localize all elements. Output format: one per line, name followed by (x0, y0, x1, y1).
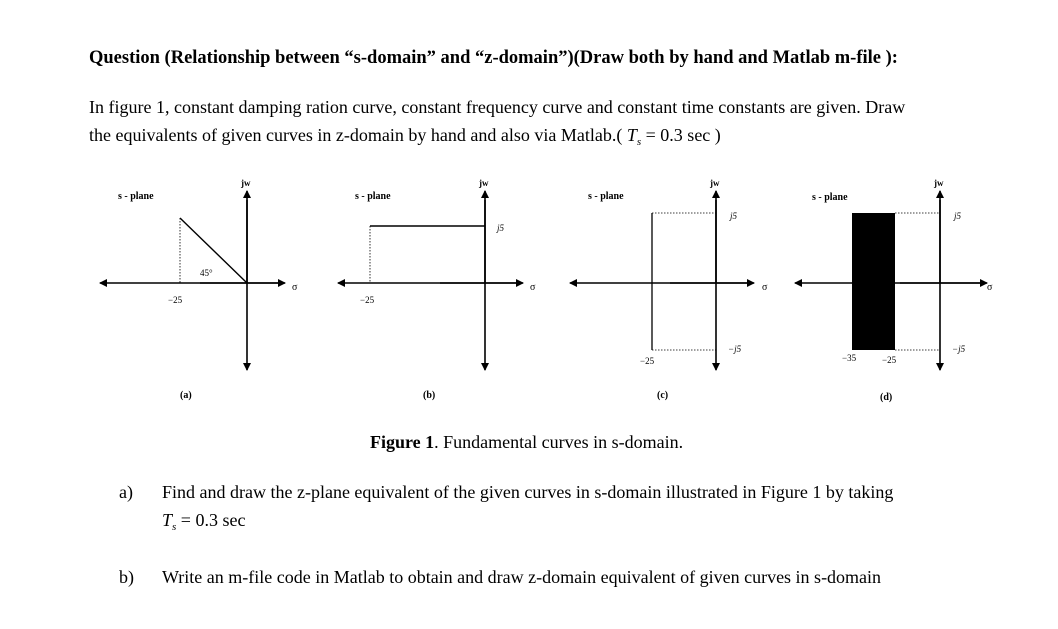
panel-b-label: (b) (423, 390, 436, 401)
panel-d (795, 178, 993, 403)
panel-b (338, 178, 536, 401)
ts-value: = 0.3 sec ) (645, 125, 721, 145)
panel-b-sigma-label: σ (530, 282, 536, 293)
intro-line-1: In figure 1, constant damping ration curve, constant frequency curve and constant time constants are given. Draw (89, 97, 906, 117)
panel-c-mj5-label: −j5 (728, 344, 742, 354)
ts-symbol: T (626, 125, 637, 145)
panel-b-jw-label: jw (479, 178, 489, 188)
question-title: Question (Relationship between “s-domain” and “z-domain”)(Draw both by hand and Matlab m-file ): (89, 48, 898, 68)
panel-c-j5-label: j5 (730, 211, 738, 221)
question-a-ts-symbol: T (162, 510, 173, 530)
panel-a-tick-label: −25 (168, 295, 183, 305)
panel-a-jw-label: jw (241, 178, 251, 188)
figure-caption (370, 432, 683, 453)
panel-d-tick25-label: −25 (882, 355, 897, 365)
figure-caption-label: Figure 1 (370, 432, 435, 452)
panel-b-plane-label: s - plane (355, 191, 391, 202)
panel-d-jw-label: jw (934, 178, 944, 188)
panel-c (570, 178, 768, 401)
panel-a-angle-label: 45° (200, 268, 213, 278)
panel-d-mj5-label: −j5 (952, 344, 966, 354)
panel-c-sigma-label: σ (762, 282, 768, 293)
panel-d-plane-label: s - plane (812, 192, 848, 203)
panel-c-tick-label: −25 (640, 356, 655, 366)
question-a-label: a) (119, 482, 133, 502)
figure-caption-text: . Fundamental curves in s-domain. (434, 432, 684, 452)
question-a-line-2 (162, 510, 245, 533)
panel-c-plane-label: s - plane (588, 191, 624, 202)
question-a-ts-subscript: s (172, 521, 177, 533)
panel-c-jw-label: jw (710, 178, 720, 188)
panel-d-label: (d) (880, 392, 893, 403)
panel-b-tick-label: −25 (360, 295, 375, 305)
panel-a-damping-line (180, 218, 247, 283)
question-a-line-1: Find and draw the z-plane equivalent of the given curves in s-domain illustrated in Figure 1 by taking (162, 482, 894, 502)
question-b-line-1: Write an m-file code in Matlab to obtain and draw z-domain equivalent of given curves in s-domain (162, 567, 882, 587)
question-a-ts-value: = 0.3 sec (180, 510, 246, 530)
question-b-label: b) (119, 567, 134, 587)
panel-d-tick35-label: −35 (842, 353, 857, 363)
panel-a-sigma-label: σ (292, 282, 298, 293)
panel-c-label: (c) (657, 390, 669, 401)
panel-d-j5-label: j5 (954, 211, 962, 221)
ts-subscript: s (636, 136, 642, 148)
panel-a-label: (a) (180, 390, 192, 401)
panel-d-sigma-label: σ (987, 282, 993, 293)
panel-d-filled-region (852, 213, 895, 350)
panel-a-plane-label: s - plane (118, 191, 154, 202)
intro-line-2-text: the equivalents of given curves in z-domain by hand and also via Matlab.( (89, 125, 623, 145)
panel-a (100, 178, 298, 401)
panel-b-j5-label: j5 (497, 223, 505, 233)
